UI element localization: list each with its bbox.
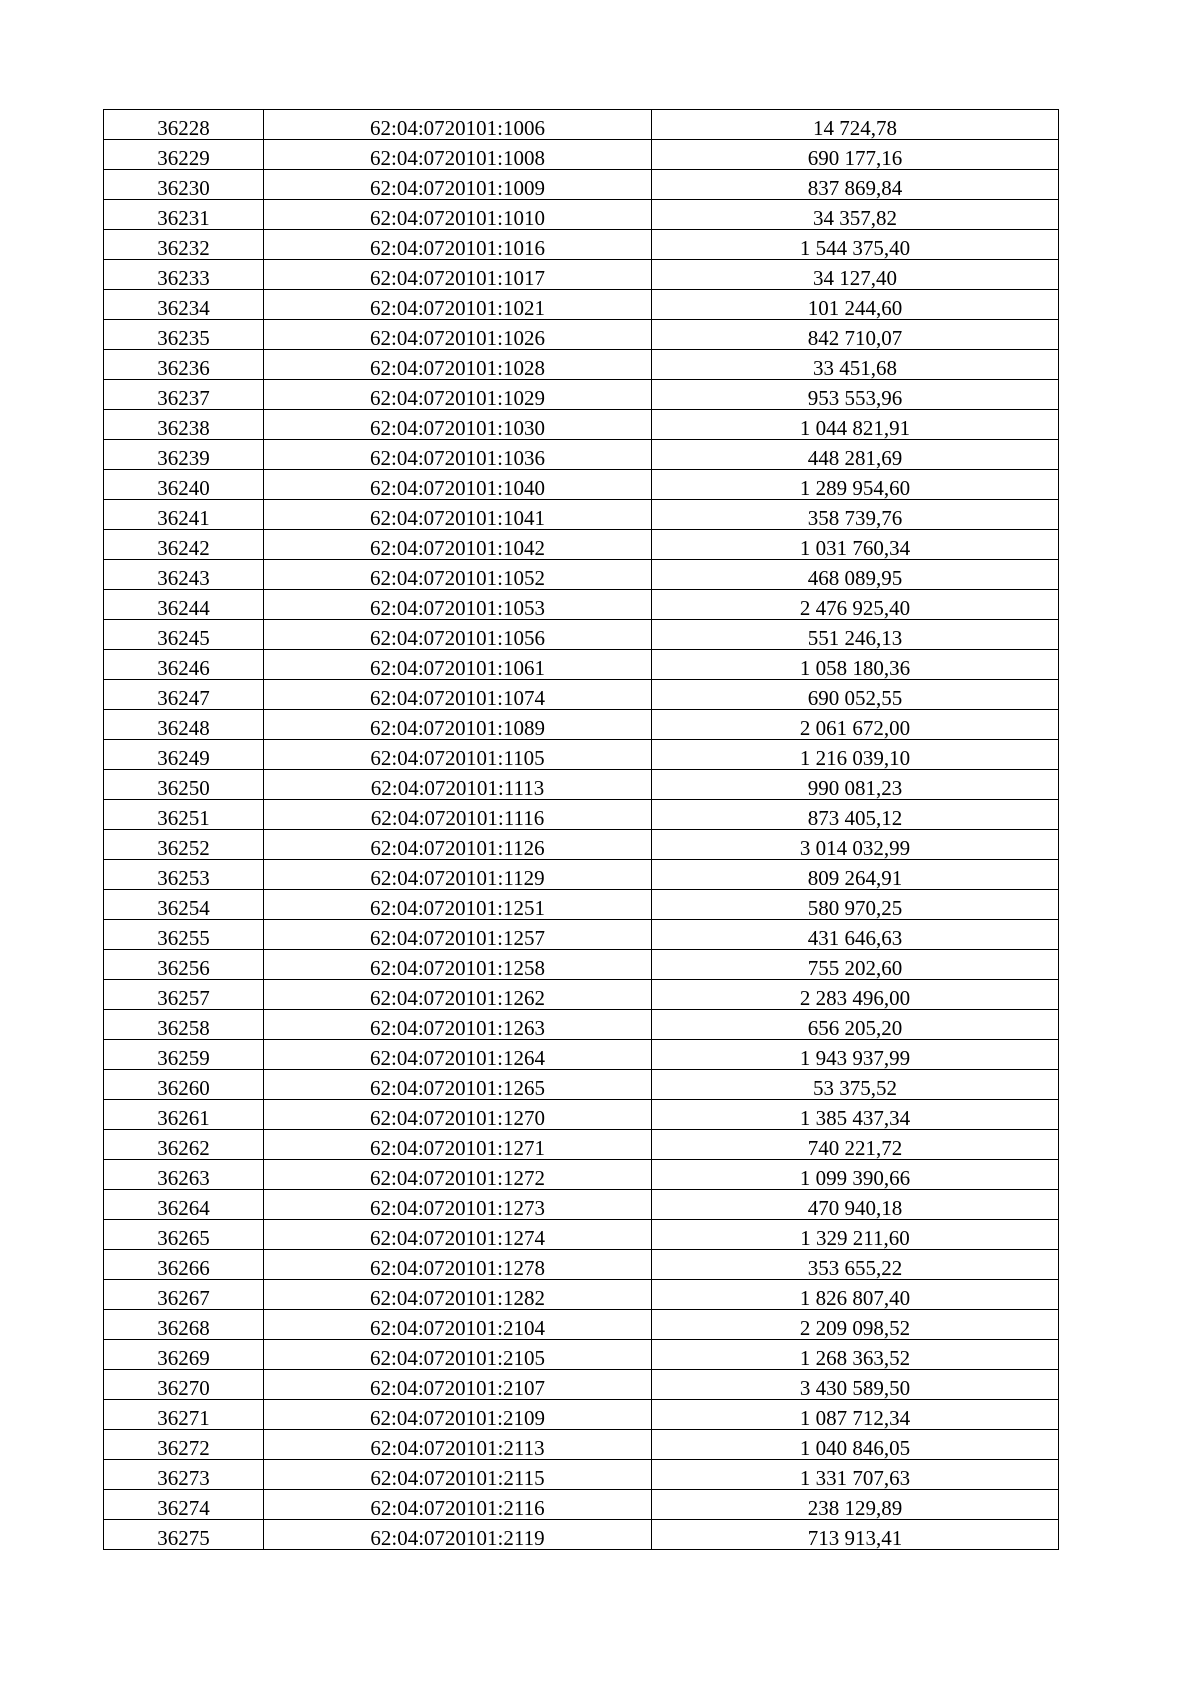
table-row: [104, 350, 1059, 380]
cadastral-value-cell: 953 553,96: [652, 380, 1059, 410]
table-row: [104, 1280, 1059, 1310]
cadastral-number-cell: 62:04:0720101:1021: [264, 290, 652, 320]
table-row: [104, 560, 1059, 590]
cadastral-number-cell: 62:04:0720101:1026: [264, 320, 652, 350]
row-number-cell: 36271: [104, 1400, 264, 1430]
row-number-cell: 36236: [104, 350, 264, 380]
cadastral-value-cell: 842 710,07: [652, 320, 1059, 350]
cadastral-number-cell: 62:04:0720101:1042: [264, 530, 652, 560]
table-row: [104, 170, 1059, 200]
row-number-cell: 36249: [104, 740, 264, 770]
table-row: [104, 890, 1059, 920]
table-row: [104, 680, 1059, 710]
cadastral-number-cell: 62:04:0720101:1263: [264, 1010, 652, 1040]
cadastral-number-cell: 62:04:0720101:1029: [264, 380, 652, 410]
table-row: [104, 230, 1059, 260]
table-row: [104, 1310, 1059, 1340]
table-row: [104, 710, 1059, 740]
table-row: [104, 1190, 1059, 1220]
cadastral-value-cell: 3 014 032,99: [652, 830, 1059, 860]
cadastral-value-cell: 448 281,69: [652, 440, 1059, 470]
table-row: [104, 500, 1059, 530]
cadastral-value-cell: 358 739,76: [652, 500, 1059, 530]
row-number-cell: 36253: [104, 860, 264, 890]
cadastral-number-cell: 62:04:0720101:1089: [264, 710, 652, 740]
row-number-cell: 36252: [104, 830, 264, 860]
table-row: [104, 1040, 1059, 1070]
cadastral-value-cell: 2 209 098,52: [652, 1310, 1059, 1340]
cadastral-value-cell: 468 089,95: [652, 560, 1059, 590]
row-number-cell: 36272: [104, 1430, 264, 1460]
cadastral-number-cell: 62:04:0720101:1273: [264, 1190, 652, 1220]
row-number-cell: 36237: [104, 380, 264, 410]
cadastral-value-cell: 690 177,16: [652, 140, 1059, 170]
row-number-cell: 36266: [104, 1250, 264, 1280]
cadastral-number-cell: 62:04:0720101:1074: [264, 680, 652, 710]
cadastral-value-cell: 1 544 375,40: [652, 230, 1059, 260]
cadastral-value-cell: 755 202,60: [652, 950, 1059, 980]
table-row: [104, 980, 1059, 1010]
cadastral-number-cell: 62:04:0720101:2116: [264, 1490, 652, 1520]
row-number-cell: 36262: [104, 1130, 264, 1160]
cadastral-number-cell: 62:04:0720101:2105: [264, 1340, 652, 1370]
cadastral-number-cell: 62:04:0720101:1271: [264, 1130, 652, 1160]
cadastral-number-cell: 62:04:0720101:1028: [264, 350, 652, 380]
cadastral-value-cell: 238 129,89: [652, 1490, 1059, 1520]
cadastral-number-cell: 62:04:0720101:1126: [264, 830, 652, 860]
row-number-cell: 36243: [104, 560, 264, 590]
table-body: [104, 110, 1059, 1550]
cadastral-value-cell: 1 331 707,63: [652, 1460, 1059, 1490]
table-row: [104, 830, 1059, 860]
row-number-cell: 36255: [104, 920, 264, 950]
table-row: [104, 1460, 1059, 1490]
cadastral-value-cell: 1 058 180,36: [652, 650, 1059, 680]
table-row: [104, 1070, 1059, 1100]
table-row: [104, 320, 1059, 350]
row-number-cell: 36250: [104, 770, 264, 800]
cadastral-number-cell: 62:04:0720101:1282: [264, 1280, 652, 1310]
cadastral-value-cell: 33 451,68: [652, 350, 1059, 380]
row-number-cell: 36238: [104, 410, 264, 440]
row-number-cell: 36260: [104, 1070, 264, 1100]
cadastral-value-cell: 53 375,52: [652, 1070, 1059, 1100]
cadastral-number-cell: 62:04:0720101:2115: [264, 1460, 652, 1490]
cadastral-value-cell: 1 385 437,34: [652, 1100, 1059, 1130]
table-row: [104, 1100, 1059, 1130]
cadastral-value-cell: 14 724,78: [652, 110, 1059, 140]
cadastral-number-cell: 62:04:0720101:1278: [264, 1250, 652, 1280]
table-row: [104, 740, 1059, 770]
cadastral-number-cell: 62:04:0720101:1041: [264, 500, 652, 530]
row-number-cell: 36241: [104, 500, 264, 530]
cadastral-number-cell: 62:04:0720101:2104: [264, 1310, 652, 1340]
cadastral-value-cell: 1 087 712,34: [652, 1400, 1059, 1430]
row-number-cell: 36270: [104, 1370, 264, 1400]
row-number-cell: 36244: [104, 590, 264, 620]
cadastral-number-cell: 62:04:0720101:1008: [264, 140, 652, 170]
table-row: [104, 290, 1059, 320]
table-row: [104, 140, 1059, 170]
table-row: [104, 1220, 1059, 1250]
table-row: [104, 1520, 1059, 1550]
table-row: [104, 470, 1059, 500]
cadastral-number-cell: 62:04:0720101:1040: [264, 470, 652, 500]
cadastral-value-cell: 2 283 496,00: [652, 980, 1059, 1010]
table-row: [104, 200, 1059, 230]
cadastral-value-cell: 353 655,22: [652, 1250, 1059, 1280]
row-number-cell: 36234: [104, 290, 264, 320]
row-number-cell: 36268: [104, 1310, 264, 1340]
cadastral-value-cell: 873 405,12: [652, 800, 1059, 830]
cadastral-number-cell: 62:04:0720101:1030: [264, 410, 652, 440]
cadastral-number-cell: 62:04:0720101:1272: [264, 1160, 652, 1190]
cadastral-number-cell: 62:04:0720101:1010: [264, 200, 652, 230]
cadastral-value-cell: 1 040 846,05: [652, 1430, 1059, 1460]
cadastral-value-cell: 713 913,41: [652, 1520, 1059, 1550]
cadastral-value-cell: 656 205,20: [652, 1010, 1059, 1040]
cadastral-number-cell: 62:04:0720101:1017: [264, 260, 652, 290]
cadastral-value-cell: 2 061 672,00: [652, 710, 1059, 740]
cadastral-value-cell: 837 869,84: [652, 170, 1059, 200]
cadastral-value-cell: 1 216 039,10: [652, 740, 1059, 770]
cadastral-number-cell: 62:04:0720101:2107: [264, 1370, 652, 1400]
cadastral-value-cell: 809 264,91: [652, 860, 1059, 890]
cadastral-value-cell: 1 943 937,99: [652, 1040, 1059, 1070]
table-row: [104, 1250, 1059, 1280]
cadastral-value-cell: 1 329 211,60: [652, 1220, 1059, 1250]
cadastral-number-cell: 62:04:0720101:1006: [264, 110, 652, 140]
row-number-cell: 36261: [104, 1100, 264, 1130]
table-row: [104, 440, 1059, 470]
table-row: [104, 1430, 1059, 1460]
cadastral-number-cell: 62:04:0720101:1258: [264, 950, 652, 980]
row-number-cell: 36246: [104, 650, 264, 680]
row-number-cell: 36231: [104, 200, 264, 230]
table-row: [104, 1130, 1059, 1160]
cadastral-value-cell: 580 970,25: [652, 890, 1059, 920]
table-row: [104, 260, 1059, 290]
cadastral-value-cell: 3 430 589,50: [652, 1370, 1059, 1400]
cadastral-number-cell: 62:04:0720101:1113: [264, 770, 652, 800]
row-number-cell: 36264: [104, 1190, 264, 1220]
cadastral-number-cell: 62:04:0720101:1056: [264, 620, 652, 650]
cadastral-number-cell: 62:04:0720101:1053: [264, 590, 652, 620]
table-row: [104, 920, 1059, 950]
cadastral-number-cell: 62:04:0720101:1257: [264, 920, 652, 950]
row-number-cell: 36269: [104, 1340, 264, 1370]
row-number-cell: 36257: [104, 980, 264, 1010]
table-row: [104, 380, 1059, 410]
row-number-cell: 36259: [104, 1040, 264, 1070]
cadastral-value-table: [103, 109, 1059, 1550]
row-number-cell: 36265: [104, 1220, 264, 1250]
row-number-cell: 36245: [104, 620, 264, 650]
cadastral-value-cell: 101 244,60: [652, 290, 1059, 320]
row-number-cell: 36273: [104, 1460, 264, 1490]
cadastral-number-cell: 62:04:0720101:1009: [264, 170, 652, 200]
table-row: [104, 1370, 1059, 1400]
cadastral-number-cell: 62:04:0720101:1270: [264, 1100, 652, 1130]
table-row: [104, 650, 1059, 680]
table-row: [104, 770, 1059, 800]
row-number-cell: 36233: [104, 260, 264, 290]
cadastral-value-cell: 431 646,63: [652, 920, 1059, 950]
cadastral-value-cell: 1 099 390,66: [652, 1160, 1059, 1190]
cadastral-number-cell: 62:04:0720101:1262: [264, 980, 652, 1010]
table-row: [104, 1490, 1059, 1520]
cadastral-number-cell: 62:04:0720101:2119: [264, 1520, 652, 1550]
cadastral-number-cell: 62:04:0720101:1061: [264, 650, 652, 680]
cadastral-value-cell: 34 127,40: [652, 260, 1059, 290]
cadastral-number-cell: 62:04:0720101:1052: [264, 560, 652, 590]
row-number-cell: 36248: [104, 710, 264, 740]
cadastral-value-cell: 2 476 925,40: [652, 590, 1059, 620]
cadastral-value-cell: 740 221,72: [652, 1130, 1059, 1160]
row-number-cell: 36267: [104, 1280, 264, 1310]
row-number-cell: 36235: [104, 320, 264, 350]
cadastral-number-cell: 62:04:0720101:2113: [264, 1430, 652, 1460]
row-number-cell: 36232: [104, 230, 264, 260]
table-row: [104, 410, 1059, 440]
cadastral-number-cell: 62:04:0720101:1016: [264, 230, 652, 260]
cadastral-value-cell: 1 289 954,60: [652, 470, 1059, 500]
row-number-cell: 36275: [104, 1520, 264, 1550]
row-number-cell: 36254: [104, 890, 264, 920]
row-number-cell: 36258: [104, 1010, 264, 1040]
cadastral-value-cell: 1 031 760,34: [652, 530, 1059, 560]
cadastral-value-cell: 1 826 807,40: [652, 1280, 1059, 1310]
table-row: [104, 530, 1059, 560]
cadastral-number-cell: 62:04:0720101:1251: [264, 890, 652, 920]
row-number-cell: 36274: [104, 1490, 264, 1520]
cadastral-value-cell: 34 357,82: [652, 200, 1059, 230]
row-number-cell: 36240: [104, 470, 264, 500]
row-number-cell: 36242: [104, 530, 264, 560]
table-row: [104, 800, 1059, 830]
table-row: [104, 950, 1059, 980]
cadastral-number-cell: 62:04:0720101:2109: [264, 1400, 652, 1430]
row-number-cell: 36263: [104, 1160, 264, 1190]
table-row: [104, 110, 1059, 140]
row-number-cell: 36229: [104, 140, 264, 170]
cadastral-value-cell: 551 246,13: [652, 620, 1059, 650]
row-number-cell: 36251: [104, 800, 264, 830]
table-row: [104, 860, 1059, 890]
cadastral-value-cell: 990 081,23: [652, 770, 1059, 800]
cadastral-number-cell: 62:04:0720101:1129: [264, 860, 652, 890]
cadastral-number-cell: 62:04:0720101:1105: [264, 740, 652, 770]
row-number-cell: 36247: [104, 680, 264, 710]
row-number-cell: 36256: [104, 950, 264, 980]
table-row: [104, 590, 1059, 620]
cadastral-value-cell: 1 044 821,91: [652, 410, 1059, 440]
row-number-cell: 36239: [104, 440, 264, 470]
cadastral-number-cell: 62:04:0720101:1274: [264, 1220, 652, 1250]
cadastral-number-cell: 62:04:0720101:1264: [264, 1040, 652, 1070]
cadastral-number-cell: 62:04:0720101:1116: [264, 800, 652, 830]
table-row: [104, 1160, 1059, 1190]
table-row: [104, 1010, 1059, 1040]
table-row: [104, 1400, 1059, 1430]
cadastral-value-cell: 690 052,55: [652, 680, 1059, 710]
table-row: [104, 620, 1059, 650]
table-row: [104, 1340, 1059, 1370]
cadastral-value-cell: 1 268 363,52: [652, 1340, 1059, 1370]
row-number-cell: 36228: [104, 110, 264, 140]
cadastral-number-cell: 62:04:0720101:1265: [264, 1070, 652, 1100]
row-number-cell: 36230: [104, 170, 264, 200]
cadastral-number-cell: 62:04:0720101:1036: [264, 440, 652, 470]
cadastral-value-cell: 470 940,18: [652, 1190, 1059, 1220]
